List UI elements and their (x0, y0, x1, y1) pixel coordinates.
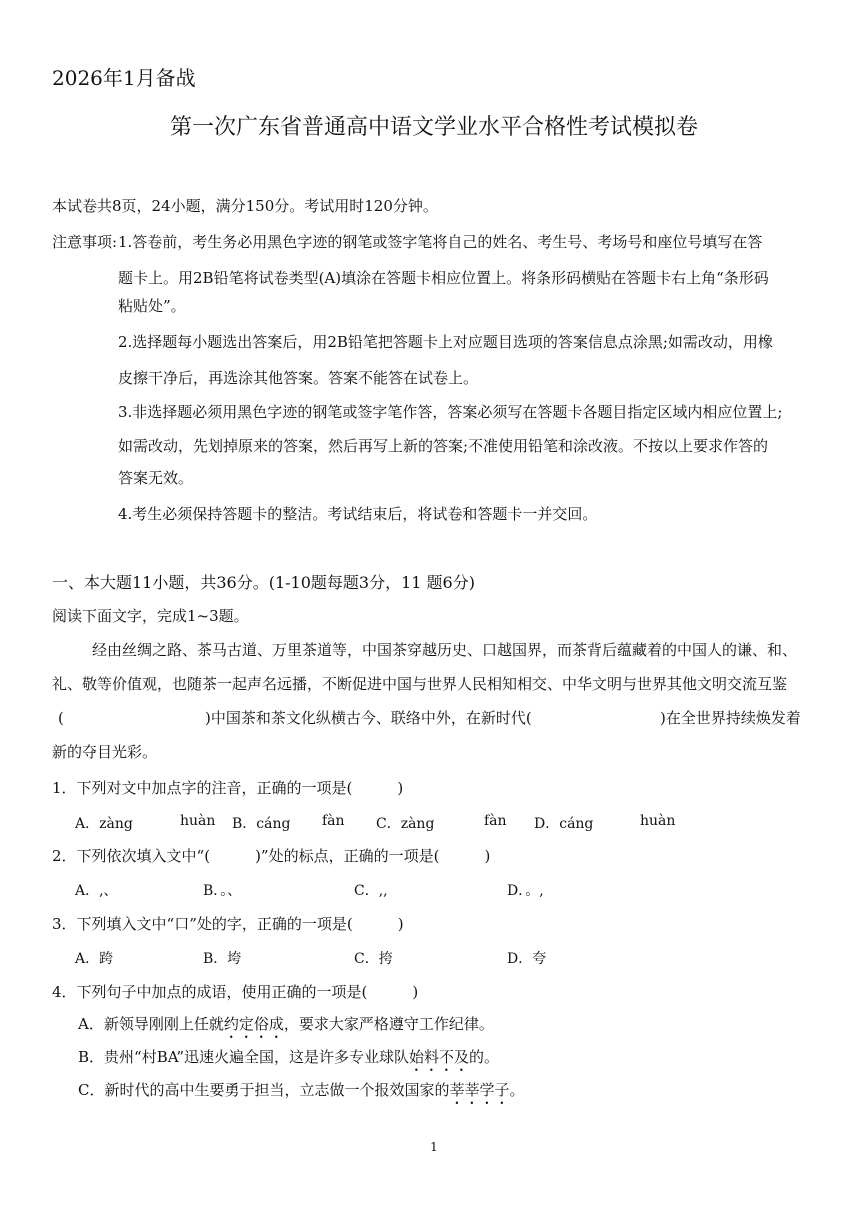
question-3-option-a: A．跨 (75, 951, 114, 967)
option-a-idiom: 约定俗成 (223, 1015, 284, 1033)
question-1-option-a: A．zàng (75, 816, 133, 832)
question-1-option-c: C．zàng (376, 816, 435, 832)
passage-blank-open: ( (58, 709, 64, 727)
question-2-option-d: D．。, (507, 883, 544, 899)
option-b-idiom: 始料不及 (409, 1048, 470, 1066)
page-number: 1 (430, 1140, 438, 1154)
question-1-stem: 1．下列对文中加点字的注音，正确的一项是( ) (52, 779, 404, 797)
reading-instruction: 阅读下面文字，完成1~3题。 (52, 607, 249, 625)
passage-line-4: 新的夺目光彩。 (52, 743, 158, 761)
note-3-line-3: 答案无效。 (118, 469, 194, 487)
question-2-option-c: C．,, (354, 883, 388, 899)
question-1-option-a-second: huàn (180, 813, 216, 829)
question-1-option-b: B．cáng (232, 816, 291, 832)
section-heading: 一、本大题11小题，共36分。(1-10题每题3分，11 题6分) (52, 573, 475, 592)
question-2-option-a: A．,、 (75, 883, 118, 899)
note-2-line-2: 皮擦干净后，再选涂其他答案。答案不能答在试卷上。 (118, 369, 479, 387)
exam-date-label: 2026年1月备战 (52, 66, 196, 90)
question-4-option-c (78, 1080, 525, 1108)
question-1-option-d: D．cáng (534, 816, 594, 832)
passage-line-1: 经由丝绸之路、茶马古道、万里茶道等，中国茶穿越历史、口越国界，而茶背后蕴藏着的中国人的谦、和、 (92, 641, 798, 659)
question-4-stem: 4．下列句子中加点的成语，使用正确的一项是( ) (52, 983, 419, 1001)
question-1-option-b-second: fàn (322, 813, 345, 829)
exam-intro: 本试卷共8页，24小题，满分150分。考试用时120分钟。 (52, 197, 438, 215)
option-c-idiom: 莘莘学子 (449, 1081, 510, 1099)
question-3-option-d: D．夸 (507, 951, 547, 967)
question-4-option-b (78, 1047, 499, 1075)
question-1-option-c-second: fàn (484, 813, 507, 829)
note-3-line-2: 如需改动，先划掉原来的答案，然后再写上新的答案;不准使用铅笔和涂改液。不按以上要求作答的 (118, 437, 769, 455)
note-1-line-3: 粘贴处”。 (118, 297, 186, 315)
exam-title: 第一次广东省普通高中语文学业水平合格性考试模拟卷 (169, 115, 698, 140)
question-4-option-a (78, 1014, 494, 1042)
option-b-before: B．贵州“村BA”迅速火遍全国，这是许多专业球队 (78, 1048, 410, 1066)
question-2-stem: 2．下列依次填入文中“( )”处的标点，正确的一项是( ) (52, 847, 491, 865)
passage-line-3: )中国茶和茶文化纵横古今、联络中外，在新时代( (205, 709, 532, 727)
note-2-line-1: 2.选择题每小题选出答案后，用2B铅笔把答题卡上对应题目选项的答案信息点涂黑;如需改动，用橡 (118, 333, 773, 351)
passage-line-2: 礼、敬等价值观，也随茶一起声名远播，不断促进中国与世界人民相知相交、中华文明与世界其他文明交流互鉴 (52, 675, 788, 693)
passage-line-3-end: )在全世界持续焕发着 (660, 709, 801, 727)
option-c-before: C．新时代的高中生要勇于担当，立志做一个报效国家的 (78, 1081, 450, 1099)
option-a-before: A．新领导刚刚上任就 (78, 1015, 224, 1033)
option-a-after: ，要求大家严格遵守工作纪律。 (283, 1015, 494, 1033)
question-2-option-b: B．。、 (203, 883, 242, 899)
note-3-line-1: 3.非选择题必须用黑色字迹的钢笔或签字笔作答，答案必须写在答题卡各题目指定区域内相应位置上; (118, 403, 783, 421)
option-b-after: 的。 (469, 1048, 500, 1066)
notes-heading: 注意事项: (52, 233, 118, 251)
note-4: 4.考生必须保持答题卡的整洁。考试结束后，将试卷和答题卡一并交回。 (118, 505, 598, 523)
option-c-after: 。 (509, 1081, 525, 1099)
question-3-option-c: C．挎 (354, 951, 393, 967)
note-1-line-1: 1.答卷前，考生务必用黑色字迹的钢笔或签字笔将自己的姓名、考生号、考场号和座位号填写在答 (118, 233, 763, 251)
note-1-line-2: 题卡上。用2B铅笔将试卷类型(A)填涂在答题卡相应位置上。将条形码横贴在答题卡右上角“条形码 (118, 269, 769, 287)
question-3-stem: 3．下列填入文中“口”处的字，正确的一项是( ) (52, 915, 404, 933)
question-3-option-b: B．垮 (203, 951, 242, 967)
question-1-option-d-second: huàn (640, 813, 676, 829)
